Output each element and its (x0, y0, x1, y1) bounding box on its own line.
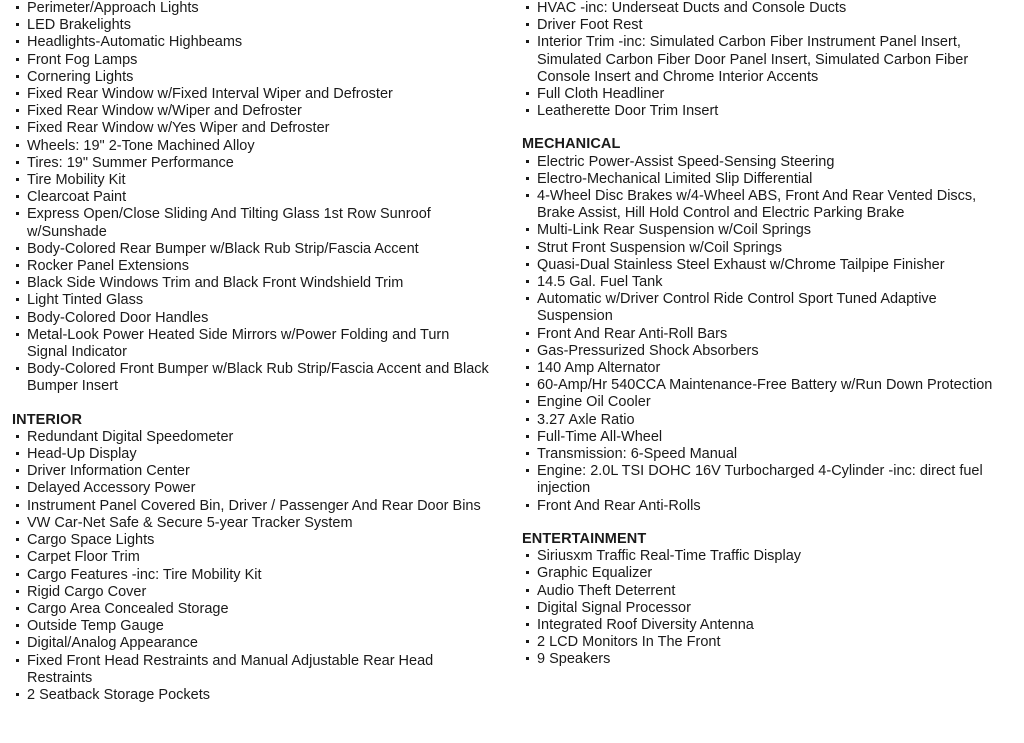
feature-item (12, 653, 492, 687)
bullet-icon (16, 486, 19, 489)
feature-text: Engine Oil Cooler (537, 394, 651, 411)
bullet-icon (16, 367, 19, 370)
feature-text: 4-Wheel Disc Brakes w/4-Wheel ABS, Front And Rear Vented Discs, Brake Assist, Hill Hold Control and Electric Parking Brake (537, 188, 977, 222)
feature-text: 140 Amp Alternator (537, 360, 661, 377)
bullet-icon (526, 228, 529, 231)
bullet-icon (16, 333, 19, 336)
bullet-icon (526, 623, 529, 626)
feature-text: Rigid Cargo Cover (27, 583, 147, 600)
bullet-icon (16, 75, 19, 78)
bullet-icon (16, 504, 19, 507)
feature-item (12, 172, 492, 189)
feature-text: Audio Theft Deterrent (537, 582, 676, 599)
feature-text: Front And Rear Anti-Roll Bars (537, 325, 728, 342)
bullet-icon (526, 383, 529, 386)
feature-text: Fixed Rear Window w/Wiper and Defroster (27, 103, 302, 120)
bullet-icon (16, 469, 19, 472)
feature-text: Delayed Accessory Power (27, 480, 196, 497)
feature-item (522, 17, 1012, 34)
feature-text: 14.5 Gal. Fuel Tank (537, 274, 663, 291)
feature-text: Redundant Digital Speedometer (27, 428, 234, 445)
section-exterior (12, 0, 492, 396)
feature-item (522, 634, 1012, 651)
feature-text: Digital Signal Processor (537, 599, 691, 616)
section-mechanical (522, 136, 1012, 514)
feature-item (522, 446, 1012, 463)
feature-text: Body-Colored Front Bumper w/Black Rub Strip/Fascia Accent and Black Bumper Insert (27, 361, 489, 395)
bullet-icon (16, 264, 19, 267)
feature-item (12, 52, 492, 69)
feature-text: 60-Amp/Hr 540CCA Maintenance-Free Battery w/Run Down Protection (537, 377, 993, 394)
feature-text: Driver Foot Rest (537, 17, 643, 34)
feature-text: Fixed Rear Window w/Yes Wiper and Defroster (27, 120, 330, 137)
feature-item (522, 257, 1012, 274)
feature-item (522, 103, 1012, 120)
feature-text: 2 Seatback Storage Pockets (27, 686, 210, 703)
bullet-icon (526, 504, 529, 507)
feature-text: Wheels: 19" 2-Tone Machined Alloy (27, 137, 255, 154)
bullet-icon (526, 657, 529, 660)
section-interior-continued (522, 0, 1012, 120)
feature-text: Multi-Link Rear Suspension w/Coil Springs (537, 222, 812, 239)
feature-text: Leatherette Door Trim Insert (537, 103, 719, 120)
bullet-icon (16, 659, 19, 662)
feature-item (522, 154, 1012, 171)
feature-item (12, 463, 492, 480)
feature-item (522, 0, 1012, 17)
feature-text: Tires: 19" Summer Performance (27, 154, 234, 171)
bullet-icon (16, 555, 19, 558)
bullet-icon (526, 280, 529, 283)
bullet-icon (526, 6, 529, 9)
bullet-icon (16, 40, 19, 43)
feature-item (522, 548, 1012, 565)
feature-text: Body-Colored Rear Bumper w/Black Rub Strip/Fascia Accent (27, 240, 419, 257)
feature-text: Perimeter/Approach Lights (27, 0, 199, 16)
bullet-icon (526, 435, 529, 438)
feature-text: Full-Time All-Wheel (537, 428, 663, 445)
feature-item (522, 429, 1012, 446)
feature-text: Headlights-Automatic Highbeams (27, 34, 243, 51)
bullet-icon (526, 263, 529, 266)
bullet-icon (526, 469, 529, 472)
bullet-icon (16, 538, 19, 541)
interior-list (12, 429, 492, 704)
bullet-icon (526, 571, 529, 574)
feature-item (522, 86, 1012, 103)
interior-continued-list (522, 0, 1012, 120)
bullet-icon (16, 178, 19, 181)
bullet-icon (526, 246, 529, 249)
feature-item (522, 463, 1012, 497)
feature-text: Light Tinted Glass (27, 292, 144, 309)
right-column (522, 0, 1012, 685)
feature-item (12, 103, 492, 120)
feature-item (522, 651, 1012, 668)
section-interior (12, 412, 492, 704)
bullet-icon (16, 144, 19, 147)
feature-item (522, 360, 1012, 377)
exterior-list (12, 0, 492, 396)
feature-text: Electro-Mechanical Limited Slip Differential (537, 170, 813, 187)
feature-item (12, 429, 492, 446)
bullet-icon (526, 400, 529, 403)
feature-text: Siriusxm Traffic Real-Time Traffic Display (537, 548, 802, 565)
feature-item (12, 120, 492, 137)
feature-item (522, 377, 1012, 394)
feature-item (522, 326, 1012, 343)
bullet-icon (16, 6, 19, 9)
bullet-icon (16, 435, 19, 438)
feature-text: 9 Speakers (537, 651, 611, 668)
bullet-icon (16, 693, 19, 696)
feature-text: Metal-Look Power Heated Side Mirrors w/Power Folding and Turn Signal Indicator (27, 326, 450, 361)
feature-item (522, 600, 1012, 617)
bullet-icon (526, 349, 529, 352)
feature-text: Interior Trim -inc: Simulated Carbon Fiber Instrument Panel Insert, Simulated Carbon Fiber Door Panel Insert, Simulated Carbon Fiber Console Insert and Chrome Interior Accents (537, 34, 969, 85)
feature-item (12, 69, 492, 86)
feature-item (12, 0, 492, 17)
feature-item (12, 310, 492, 327)
feature-text: Outside Temp Gauge (27, 618, 164, 635)
feature-text: Strut Front Suspension w/Coil Springs (537, 239, 782, 256)
feature-text: Tire Mobility Kit (27, 172, 126, 189)
bullet-icon (16, 212, 19, 215)
feature-text: Fixed Rear Window w/Fixed Interval Wiper and Defroster (27, 86, 393, 103)
bullet-icon (16, 247, 19, 250)
bullet-icon (526, 23, 529, 26)
feature-text: LED Brakelights (27, 17, 131, 34)
feature-text: Electric Power-Assist Speed-Sensing Steering (537, 153, 835, 170)
feature-text: Graphic Equalizer (537, 565, 653, 582)
feature-text: Cargo Space Lights (27, 532, 155, 549)
section-heading-mechanical: MECHANICAL (522, 136, 621, 153)
entertainment-list (522, 548, 1012, 668)
feature-item (522, 274, 1012, 291)
feature-item (12, 155, 492, 172)
bullet-icon (526, 92, 529, 95)
feature-item (12, 515, 492, 532)
feature-item (12, 498, 492, 515)
feature-item (12, 601, 492, 618)
feature-item (12, 584, 492, 601)
feature-item (522, 343, 1012, 360)
bullet-icon (16, 573, 19, 576)
bullet-icon (526, 640, 529, 643)
feature-item (12, 327, 492, 361)
feature-text: Fixed Front Head Restraints and Manual Adjustable Rear Head Restraints (27, 652, 434, 686)
feature-item (12, 618, 492, 635)
bullet-icon (16, 590, 19, 593)
feature-text: Integrated Roof Diversity Antenna (537, 616, 754, 633)
bullet-icon (526, 160, 529, 163)
feature-item (12, 189, 492, 206)
feature-text: Cornering Lights (27, 68, 134, 85)
feature-text: Full Cloth Headliner (537, 86, 665, 103)
bullet-icon (526, 452, 529, 455)
feature-item (12, 34, 492, 51)
bullet-icon (16, 607, 19, 610)
bullet-icon (526, 418, 529, 421)
feature-item (12, 17, 492, 34)
feature-item (522, 34, 1012, 86)
feature-item (12, 241, 492, 258)
feature-text: Cargo Area Concealed Storage (27, 600, 229, 617)
feature-item (12, 138, 492, 155)
feature-item (12, 549, 492, 566)
feature-item (12, 567, 492, 584)
feature-text: Black Side Windows Trim and Black Front Windshield Trim (27, 275, 404, 292)
bullet-icon (526, 297, 529, 300)
feature-text: Carpet Floor Trim (27, 549, 140, 566)
bullet-icon (526, 40, 529, 43)
feature-text: Gas-Pressurized Shock Absorbers (537, 342, 759, 359)
feature-text: Quasi-Dual Stainless Steel Exhaust w/Chrome Tailpipe Finisher (537, 256, 945, 273)
feature-item (522, 583, 1012, 600)
bullet-icon (16, 316, 19, 319)
bullet-icon (16, 624, 19, 627)
feature-text: Instrument Panel Covered Bin, Driver / Passenger And Rear Door Bins (27, 497, 481, 514)
feature-text: Cargo Features -inc: Tire Mobility Kit (27, 566, 262, 583)
feature-item (522, 240, 1012, 257)
bullet-icon (16, 23, 19, 26)
feature-text: Automatic w/Driver Control Ride Control Sport Tuned Adaptive Suspension (537, 291, 937, 325)
feature-item (12, 480, 492, 497)
feature-text: Transmission: 6-Speed Manual (537, 446, 738, 463)
feature-item (522, 394, 1012, 411)
bullet-icon (526, 589, 529, 592)
bullet-icon (16, 109, 19, 112)
feature-item (12, 206, 492, 240)
bullet-icon (526, 606, 529, 609)
feature-item (522, 498, 1012, 515)
feature-text: 2 LCD Monitors In The Front (537, 634, 721, 651)
bullet-icon (526, 554, 529, 557)
section-entertainment (522, 531, 1012, 669)
feature-item (12, 687, 492, 704)
feature-item (522, 171, 1012, 188)
feature-text: Engine: 2.0L TSI DOHC 16V Turbocharged 4-Cylinder -inc: direct fuel injection (537, 463, 983, 497)
feature-item (522, 565, 1012, 582)
bullet-icon (16, 161, 19, 164)
feature-text: Head-Up Display (27, 446, 137, 463)
bullet-icon (16, 195, 19, 198)
bullet-icon (16, 58, 19, 61)
feature-text: Clearcoat Paint (27, 189, 127, 206)
feature-item (522, 291, 1012, 325)
bullet-icon (526, 177, 529, 180)
bullet-icon (526, 194, 529, 197)
feature-text: Front Fog Lamps (27, 51, 138, 68)
feature-item (12, 86, 492, 103)
bullet-icon (16, 452, 19, 455)
feature-text: VW Car-Net Safe & Secure 5-year Tracker System (27, 514, 353, 531)
feature-item (522, 617, 1012, 634)
feature-text: Express Open/Close Sliding And Tilting Glass 1st Row Sunroof w/Sunshade (27, 206, 431, 240)
feature-text: Front And Rear Anti-Rolls (537, 497, 701, 514)
section-heading-entertainment: ENTERTAINMENT (522, 530, 647, 547)
feature-item (12, 635, 492, 652)
feature-text: Rocker Panel Extensions (27, 258, 189, 275)
bullet-icon (16, 521, 19, 524)
feature-item (522, 412, 1012, 429)
feature-item (522, 222, 1012, 239)
bullet-icon (16, 641, 19, 644)
mechanical-list (522, 154, 1012, 515)
bullet-icon (526, 109, 529, 112)
bullet-icon (16, 92, 19, 95)
feature-item (12, 446, 492, 463)
feature-item (12, 361, 492, 395)
bullet-icon (16, 298, 19, 301)
bullet-icon (16, 126, 19, 129)
feature-item (12, 292, 492, 309)
feature-text: 3.27 Axle Ratio (537, 411, 635, 428)
feature-item (12, 258, 492, 275)
bullet-icon (526, 366, 529, 369)
bullet-icon (16, 281, 19, 284)
feature-text: Driver Information Center (27, 463, 190, 480)
feature-item (522, 188, 1012, 222)
feature-text: Body-Colored Door Handles (27, 309, 209, 326)
bullet-icon (526, 332, 529, 335)
feature-item (12, 275, 492, 292)
feature-text: Digital/Analog Appearance (27, 635, 198, 652)
left-column (12, 0, 492, 720)
section-heading-interior: INTERIOR (12, 411, 83, 428)
feature-text: HVAC -inc: Underseat Ducts and Console Ducts (537, 0, 847, 16)
feature-item (12, 532, 492, 549)
